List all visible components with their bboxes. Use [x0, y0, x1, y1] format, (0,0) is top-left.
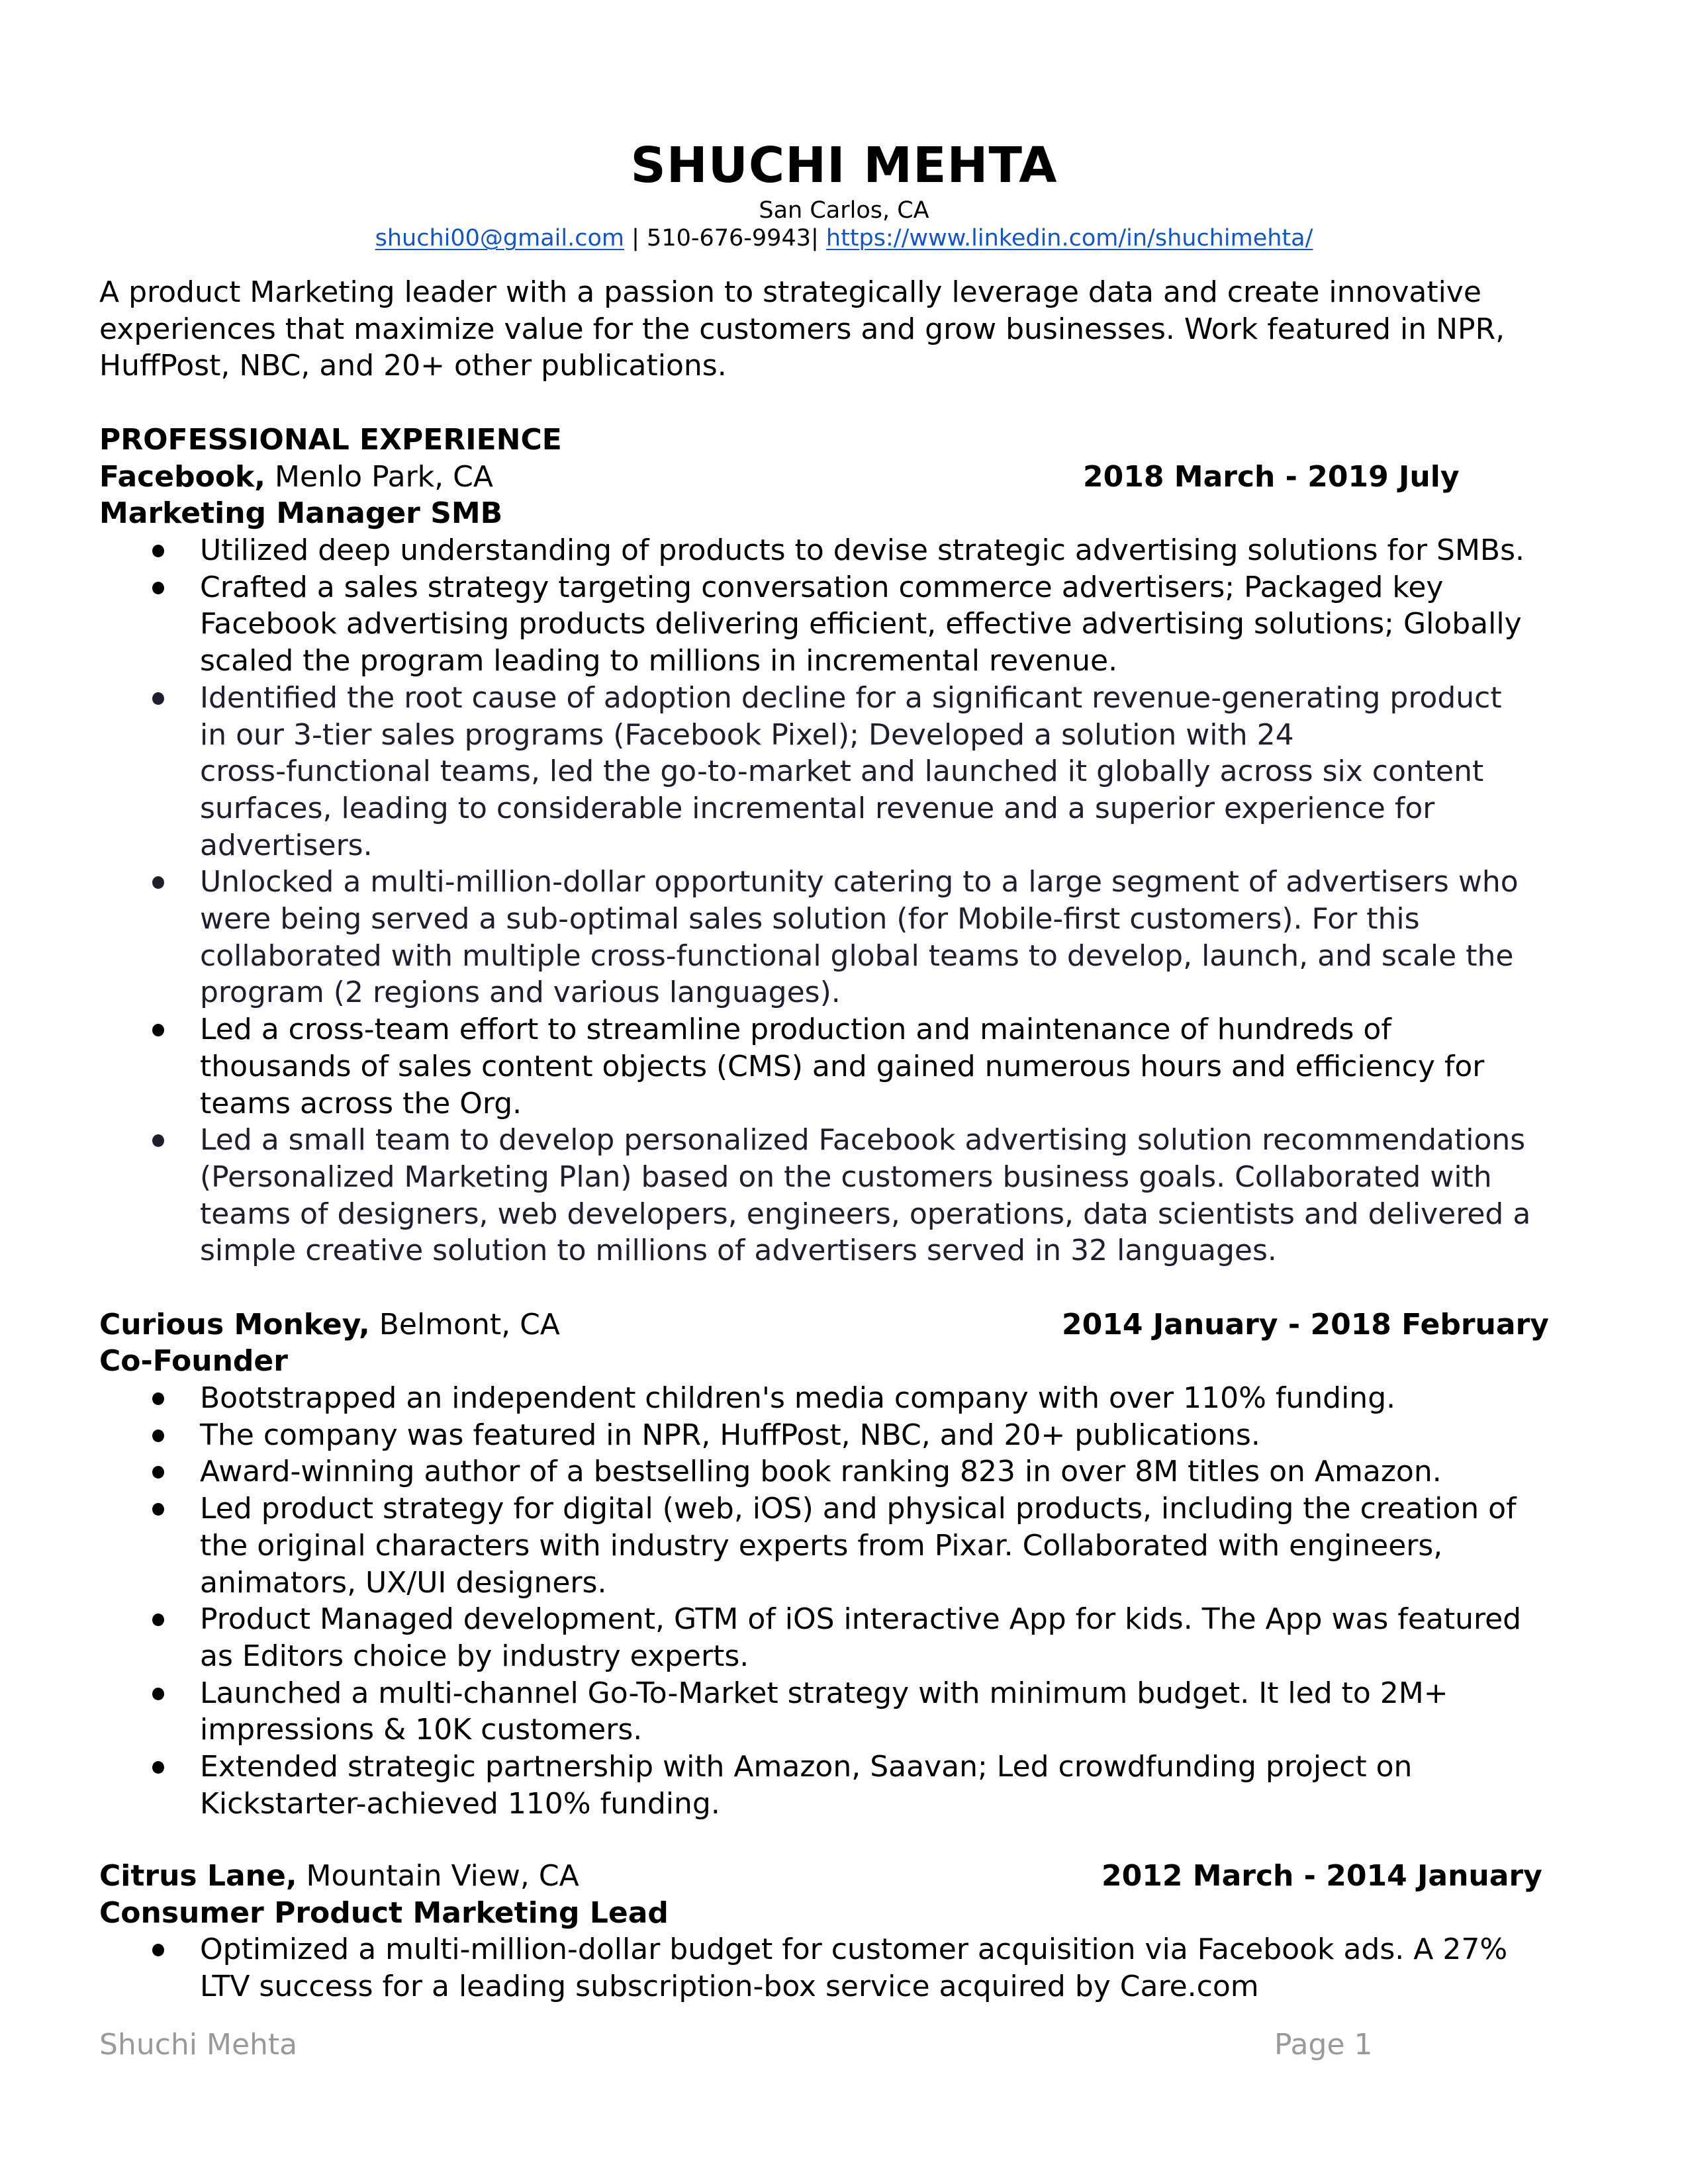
contact-separator: |: [624, 225, 647, 251]
bullet-item: Utilized deep understanding of products to devise strategic advertising solutions for SMBs.: [99, 532, 1530, 569]
bullet-item: Optimized a multi-million-dollar budget for customer acquisition via Facebook ads. A 27% LTV success for a leading subscription-box service acquired by Care.com: [99, 1931, 1507, 2005]
bullet-icon: [152, 1503, 164, 1516]
job-title: Consumer Product Marketing Lead: [99, 1896, 669, 1930]
email-link[interactable]: shuchi00@gmail.com: [375, 225, 624, 251]
bullet-item: Unlocked a multi-million-dollar opportunity catering to a large segment of advertisers who were being served a sub-optimal sales solution (for Mobile-first customers). For this collaborated with multiple cross-functional global teams to develop, launch, and scale the program (2 regions and various languages).: [99, 864, 1530, 1011]
section-title-experience: PROFESSIONAL EXPERIENCE: [99, 423, 562, 457]
candidate-name: SHUCHI MEHTA: [630, 137, 1058, 194]
candidate-location: San Carlos, CA: [759, 197, 929, 224]
bullet-item: Led a small team to develop personalized Facebook advertising solution recommendations (Personalized Marketing Plan) based on the customers business goals. Collaborated with teams of designers, web developers, engineers, operations, data scientists and delivered a simple creative solution to millions of advertisers served in 32 languages.: [99, 1122, 1530, 1269]
bullet-icon: [152, 876, 164, 889]
bullet-item: Product Managed development, GTM of iOS interactive App for kids. The App was featured as Editors choice by industry experts.: [99, 1601, 1521, 1674]
job-dates: 2014 January - 2018 February: [1062, 1308, 1549, 1342]
bullet-item: Award-winning author of a bestselling book ranking 823 in over 8M titles on Amazon.: [99, 1453, 1521, 1490]
bullet-item: Led a cross-team effort to streamline production and maintenance of hundreds of thousands of sales content objects (CMS) and gained numerous hours and efficiency for teams across the Org.: [99, 1011, 1530, 1122]
bullet-icon: [152, 1688, 164, 1700]
company-location: Mountain View, CA: [297, 1859, 579, 1893]
bullet-icon: [152, 582, 164, 594]
linkedin-link[interactable]: https://www.linkedin.com/in/shuchimehta/: [825, 225, 1313, 251]
summary-line: A product Marketing leader with a passion to strategically leverage data and create innovative: [99, 275, 1481, 309]
bullet-icon: [152, 545, 164, 557]
bullet-item: Crafted a sales strategy targeting conversation commerce advertisers; Packaged key Facebook advertising products delivering efficient, effective advertising solutions; Globally scaled the program leading to millions in incremental revenue.: [99, 569, 1530, 680]
job-dates: 2018 March - 2019 July: [1083, 460, 1460, 494]
summary-line: HuffPost, NBC, and 20+ other publications.: [99, 349, 727, 383]
company-location: Belmont, CA: [369, 1308, 560, 1342]
job-dates: 2012 March - 2014 January: [1102, 1859, 1542, 1893]
job-bullets-citrus-lane: [99, 1931, 1507, 2005]
bullet-item: The company was featured in NPR, HuffPost, NBC, and 20+ publications.: [99, 1417, 1521, 1454]
company-name: Citrus Lane,: [99, 1859, 297, 1893]
bullet-item: Identified the root cause of adoption decline for a significant revenue-generating product in our 3-tier sales programs (Facebook Pixel); Developed a solution with 24 cross-functional teams, led the go-to-market and launched it globally across six content surfaces, leading to considerable incremental revenue and a superior experience for advertisers.: [99, 680, 1530, 864]
bullet-item: Bootstrapped an independent children's media company with over 110% funding.: [99, 1380, 1521, 1417]
bullet-icon: [152, 1614, 164, 1626]
bullet-item: Extended strategic partnership with Amazon, Saavan; Led crowdfunding project on Kickstarter-achieved 110% funding.: [99, 1749, 1521, 1822]
bullet-icon: [152, 1134, 164, 1147]
bullet-item: Launched a multi-channel Go-To-Market strategy with minimum budget. It led to 2M+ impressions & 10K customers.: [99, 1675, 1521, 1749]
job-bullets-facebook: [99, 532, 1530, 1269]
bullet-icon: [152, 1392, 164, 1405]
job-header-citrus-lane: [99, 1858, 579, 1895]
job-title: Co-Founder: [99, 1344, 288, 1378]
footer-author: Shuchi Mehta: [99, 2028, 298, 2062]
contact-line: [0, 224, 1688, 253]
phone-number: 510-676-9943: [647, 225, 811, 251]
bullet-icon: [152, 1466, 164, 1479]
company-name: Curious Monkey,: [99, 1308, 370, 1342]
job-header-curious-monkey: [99, 1306, 560, 1343]
company-location: Menlo Park, CA: [265, 460, 493, 494]
job-bullets-curious-monkey: [99, 1380, 1521, 1822]
contact-separator: |: [811, 225, 826, 251]
bullet-icon: [152, 1761, 164, 1774]
job-title: Marketing Manager SMB: [99, 496, 503, 530]
summary-line: experiences that maximize value for the customers and grow businesses. Work featured in NPR,: [99, 312, 1505, 346]
bullet-item: Led product strategy for digital (web, iOS) and physical products, including the creation of the original characters with industry experts from Pixar. Collaborated with engineers, animators, UX/UI designers.: [99, 1490, 1521, 1601]
bullet-icon: [152, 1024, 164, 1036]
summary: [99, 274, 1589, 385]
bullet-icon: [152, 1944, 164, 1956]
bullet-icon: [152, 1430, 164, 1442]
job-header-facebook: [99, 459, 493, 496]
footer-page-number: Page 1: [1274, 2028, 1373, 2062]
bullet-icon: [152, 692, 164, 705]
company-name: Facebook,: [99, 460, 266, 494]
